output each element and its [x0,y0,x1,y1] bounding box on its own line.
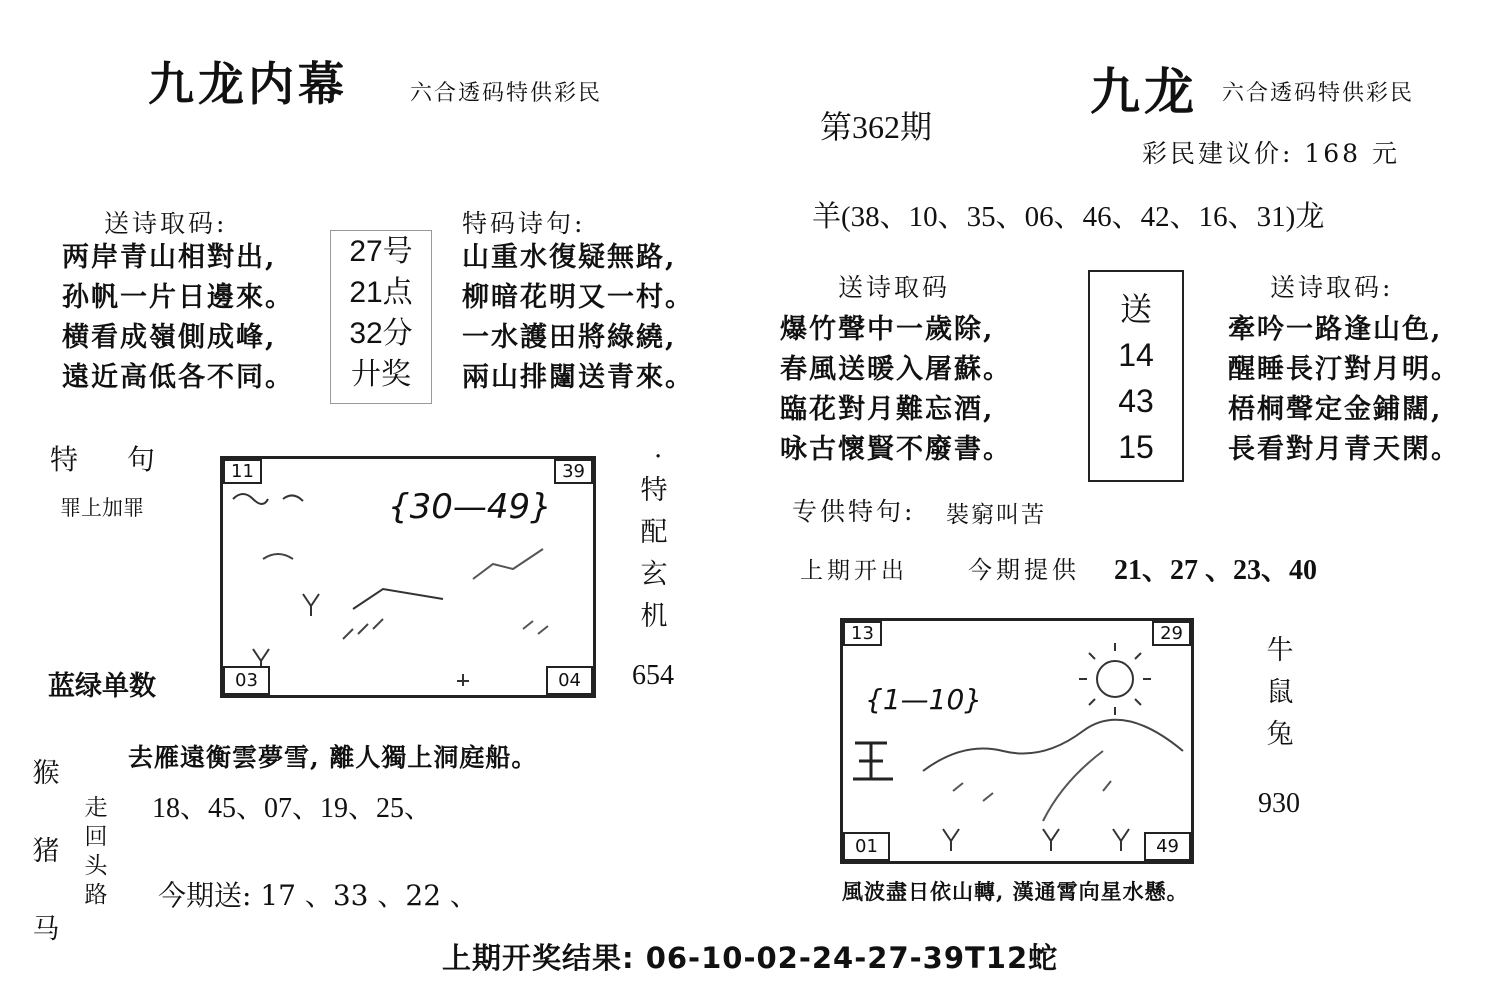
poem-line: 柳暗花明又一村。 [462,282,694,313]
vertical-char: 路 [84,882,108,908]
sketch-drawing [843,621,1191,861]
right-verse: 風波盡日依山轉, 漢通霄向星水懸。 [842,879,1189,904]
special-text: 裝窮叫苦 [946,502,1046,528]
left-title: 九龙内幕 [148,57,348,111]
left-numbers-line: 18、45、07、19、25、 [152,793,433,824]
right-poem-label-left: 送诗取码 [838,273,951,302]
last-result: 上期开奖结果: 06-10-02-24-27-39T12蛇 [442,941,1059,975]
provide-numbers: 21、27 、23、40 [1114,555,1318,586]
left-subtitle: 六合透码特供彩民 [410,81,603,106]
right-sketch-scribble: {1—10} [865,683,983,716]
left-side-number: 654 [632,660,674,691]
mid-box-item: 送 [1119,291,1152,327]
mid-box-item: 15 [1118,429,1154,465]
poem-line: 牽吟一路逢山色, [1228,314,1443,345]
teju-label: 特 句 [50,443,175,476]
last-label: 上期开出 [800,558,908,584]
vertical-char: 特 [640,475,668,506]
tema-label: 特码诗句: [462,209,586,238]
right-poem-label-right: 送诗取码: [1270,273,1394,302]
sketch-corner-tr: 29 [1152,621,1191,646]
poem-line: 長看對月青天閑。 [1228,434,1460,465]
poem-line: 遠近高低各不同。 [62,362,294,393]
vertical-char: 马 [32,914,60,945]
vertical-char: 配 [640,517,668,548]
left-sketch-scribble: {30—49} [388,487,552,527]
price-label: 彩民建议价: 168 元 [1142,139,1401,168]
poem-line: 咏古懷賢不廢書。 [780,434,1012,465]
zou-vertical [76,794,116,910]
left-poem-label: 送诗取码: [104,209,228,238]
right-mid-box [1088,270,1184,482]
right-numbers-line: 羊(38、10、35、06、46、42、16、31)龙 [812,201,1325,233]
poem-line: 横看成嶺側成峰, [62,322,277,353]
bottom-label: 蓝绿单数 [48,671,156,702]
teju-text: 罪上加罪 [60,496,144,520]
sketch-corner-bl: 01 [843,832,890,861]
poem-line: 臨花對月難忘酒, [780,394,995,425]
right-poem-right [1228,310,1460,470]
right-side-vertical [1260,630,1300,756]
vertical-char: 猴 [32,758,60,789]
mid-box-item: 43 [1118,383,1154,419]
mid-box-item: 27号 [349,235,413,268]
vertical-char: 走 [84,795,108,821]
vertical-char: 头 [84,853,108,879]
vertical-char: 猪 [32,836,60,867]
left-poem [62,238,294,398]
poem-line: 孙帆一片日邊來。 [62,282,294,313]
right-subtitle: 六合透码特供彩民 [1222,81,1415,106]
vertical-char: 鼠 [1266,677,1294,708]
poem-line: 梧桐聲定金鋪闊, [1228,394,1443,425]
sketch-corner-tl: 11 [223,459,262,484]
mid-box-item: 14 [1118,337,1154,373]
left-send-line: 今期送: 17 、33 、22 、 [158,879,478,912]
vertical-char: 牛 [1266,635,1294,666]
left-verse: 去雁遠衡雲夢雪, 離人獨上洞庭船。 [128,743,538,772]
sketch-corner-br: 04 [546,666,593,695]
sketch-corner-tl: 13 [843,621,882,646]
poem-line: 兩山排闥送青來。 [462,362,694,393]
mid-box-item: 廾奖 [351,358,411,391]
special-label: 专供特句: [792,497,916,526]
poem-line: 春風送暖入屠蘇。 [780,354,1012,385]
sketch-corner-br: 49 [1144,832,1191,861]
vertical-char: 机 [640,601,668,632]
left-sketch-panel [220,456,596,698]
tema-poem [462,238,694,398]
poem-line: 一水護田將綠繞, [462,322,677,353]
left-mid-box [330,230,432,404]
animals-vertical [26,744,66,978]
sketch-corner-tr: 39 [554,459,593,484]
issue-number: 第362期 [820,109,933,145]
right-side-number: 930 [1258,788,1300,819]
right-title: 九龙 [1090,62,1198,121]
poem-line: 两岸青山相對出, [62,242,277,273]
poem-line: 醒睡長汀對月明。 [1228,354,1460,385]
sketch-corner-bl: 03 [223,666,270,695]
left-side-vertical [634,470,674,638]
vertical-char: 玄 [640,559,668,590]
poem-line: 爆竹聲中一歲除, [780,314,995,345]
poem-line: 山重水復疑無路, [462,242,677,273]
vertical-char: 回 [84,824,108,850]
right-poem-left [780,310,1012,470]
right-sketch-panel [840,618,1194,864]
provide-label: 今期提供 [968,556,1080,584]
vertical-char: 兔 [1266,719,1294,750]
mid-box-item: 21点 [349,276,413,309]
side-dot: · [654,442,663,472]
mid-box-item: 32分 [349,317,413,350]
